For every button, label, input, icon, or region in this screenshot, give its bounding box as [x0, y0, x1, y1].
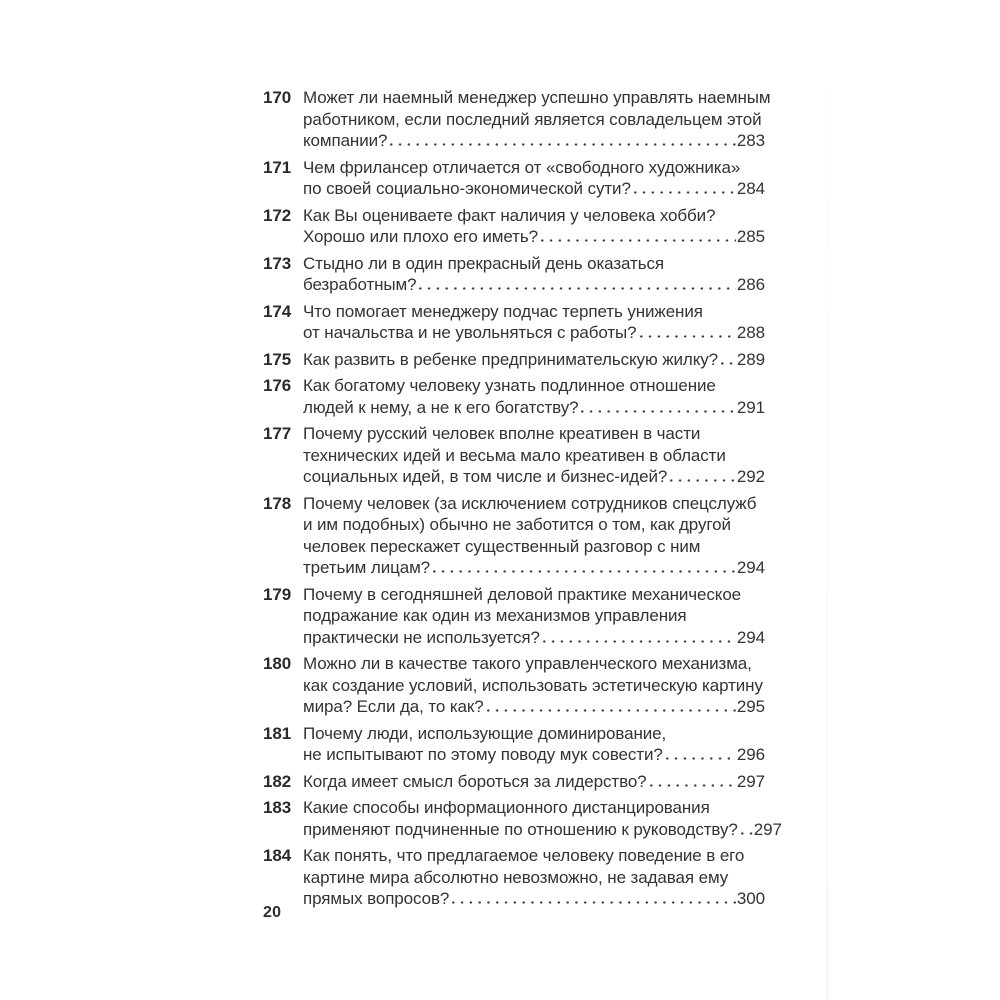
- toc-entry-line: Почему русский человек вполне креативен в части: [303, 424, 701, 443]
- toc-entry-line: Как развить в ребенке предпринимательскую жилку?: [303, 349, 718, 369]
- dot-leader: [390, 143, 736, 146]
- toc-entry-number: 184: [263, 846, 292, 865]
- dot-leader: [670, 479, 736, 482]
- toc-entry-line: работником, если последний является совладельцем этой: [303, 109, 762, 129]
- toc-entry-body: [303, 87, 771, 152]
- toc-entry-lastline: [303, 557, 765, 579]
- toc-entry: [263, 349, 765, 371]
- toc-page-ref: 288: [736, 323, 765, 342]
- toc-entry: [263, 653, 765, 718]
- toc-page-ref: 291: [736, 397, 765, 417]
- toc-entry-number: 173: [263, 253, 292, 273]
- toc-page-ref: 284: [736, 179, 765, 198]
- toc-entry-number: 183: [263, 798, 292, 817]
- toc-page-ref: 292: [736, 467, 765, 486]
- toc-entry-line: Почему человек (за исключением сотрудников спецслужб: [303, 493, 757, 513]
- toc-page-ref: 286: [736, 275, 765, 294]
- toc-entry-body: [303, 349, 765, 371]
- toc-entry: [263, 771, 765, 793]
- toc-entry-line: компании?: [303, 131, 388, 150]
- toc-page-ref: 297: [753, 819, 782, 839]
- toc-entry-line: Что помогает менеджеру подчас терпеть унижения: [303, 301, 703, 321]
- toc-entry-body: [303, 375, 765, 418]
- toc-entry-number: 172: [263, 205, 292, 225]
- toc-page-ref: 283: [736, 131, 765, 150]
- toc-page-ref: 297: [736, 771, 765, 791]
- toc-entry-lastline: [303, 744, 765, 766]
- toc-page-ref: 296: [736, 745, 765, 764]
- page-folio-number: 20: [263, 904, 282, 921]
- toc-entry-number: 180: [263, 654, 292, 673]
- toc-page-ref: 295: [736, 697, 765, 716]
- toc-entry-line: применяют подчиненные по отношению к руководству?: [303, 819, 738, 839]
- dot-leader: [650, 784, 736, 787]
- toc-entry-line: Почему люди, использующие доминирование,: [303, 723, 667, 743]
- dot-leader: [452, 901, 736, 904]
- toc-entry: [263, 423, 765, 488]
- toc-entry-line: Хорошо или плохо его иметь?: [303, 227, 538, 246]
- toc-entry-body: [303, 845, 765, 910]
- toc-entry-body: [303, 301, 765, 344]
- toc-entry-lastline: [303, 274, 765, 296]
- toc-entry-line: Как богатому человеку узнать подлинное отношение: [303, 376, 716, 395]
- toc-entry-number: 175: [263, 349, 292, 369]
- toc-entry: [263, 87, 771, 152]
- toc-entry-lastline: [303, 226, 765, 248]
- toc-entry-line: Чем фрилансер отличается от «свободного художника»: [303, 157, 741, 177]
- toc-entry-number: 178: [263, 493, 292, 513]
- toc-entry-lastline: [303, 322, 765, 344]
- toc-entry-body: [303, 493, 765, 579]
- toc-entry-line: картине мира абсолютно невозможно, не задавая ему: [303, 867, 729, 887]
- dot-leader: [581, 410, 735, 413]
- toc-entry-line: от начальства и не увольняться с работы?: [303, 323, 637, 342]
- dot-leader: [541, 239, 736, 242]
- toc-entry-lastline: [303, 178, 765, 200]
- toc-entry-line: Стыдно ли в один прекрасный день оказаться: [303, 253, 664, 273]
- toc-entry-lastline: [303, 771, 765, 793]
- toc-entry: [263, 797, 782, 840]
- toc-entry-line: и им подобных) обычно не заботится о том, как другой: [303, 515, 731, 534]
- toc-page-ref: 294: [736, 558, 765, 577]
- toc-entry: [263, 493, 765, 579]
- toc-entry-line: Можно ли в качестве такого управленческого механизма,: [303, 654, 752, 673]
- toc-entry: [263, 723, 765, 766]
- toc-entry-lastline: [303, 819, 782, 841]
- toc-entry: [263, 205, 765, 248]
- toc-entry-line: третьим лицам?: [303, 558, 431, 577]
- toc-entry: [263, 845, 765, 910]
- dot-leader: [741, 832, 753, 835]
- toc-entry-line: подражание как один из механизмов управления: [303, 606, 687, 625]
- dot-leader: [634, 191, 736, 194]
- toc-entry-number: 176: [263, 376, 292, 395]
- dot-leader: [419, 287, 735, 290]
- toc-entry-lastline: [303, 888, 765, 910]
- toc-entry-line: человек перескажет существенный разговор с ним: [303, 536, 701, 556]
- toc-entry-body: [303, 423, 765, 488]
- toc-entry-body: [303, 653, 765, 718]
- toc-entry-lastline: [303, 466, 765, 488]
- toc-entry-body: [303, 205, 765, 248]
- toc-entry: [263, 253, 765, 296]
- toc-entry-line: прямых вопросов?: [303, 889, 450, 908]
- toc-entry-line: Как понять, что предлагаемое человеку поведение в его: [303, 846, 745, 865]
- toc-entry-number: 171: [263, 157, 292, 177]
- toc-entry-line: Как Вы оцениваете факт наличия у человека хобби?: [303, 205, 716, 225]
- toc-entry-number: 182: [263, 771, 292, 791]
- dot-leader: [487, 709, 736, 712]
- toc-entry-number: 170: [263, 88, 292, 107]
- toc-entry-lastline: [303, 627, 765, 649]
- toc-entry-number: 177: [263, 424, 292, 443]
- toc-entry-number: 181: [263, 723, 292, 743]
- dot-leader: [543, 640, 736, 643]
- toc-entry-line: не испытывают по этому поводу мук совести?: [303, 745, 663, 764]
- toc-entry-line: Когда имеет смысл бороться за лидерство?: [303, 771, 647, 791]
- toc-entry-body: [303, 157, 765, 200]
- toc-entry: [263, 301, 765, 344]
- dot-leader: [433, 570, 736, 573]
- toc-entry-body: [303, 797, 782, 840]
- toc-entry-lastline: [303, 130, 765, 152]
- toc-entry-number: 179: [263, 584, 292, 604]
- dot-leader: [721, 362, 736, 365]
- toc-entry-lastline: [303, 349, 765, 371]
- toc-entry-body: [303, 771, 765, 793]
- toc-entry-line: технических идей и весьма мало креативен в области: [303, 445, 726, 465]
- toc-entry-line: людей к нему, а не к его богатству?: [303, 397, 579, 417]
- toc-entry-number: 174: [263, 301, 292, 321]
- toc-list: [263, 87, 782, 915]
- toc-entry-line: Может ли наемный менеджер успешно управлять наемным: [303, 88, 771, 107]
- toc-entry: [263, 584, 765, 649]
- dot-leader: [640, 335, 736, 338]
- toc-entry-line: Почему в сегодняшней деловой практике механическое: [303, 584, 742, 604]
- toc-entry-line: как создание условий, использовать эстетическую картину: [303, 675, 763, 695]
- toc-entry-line: социальных идей, в том числе и бизнес-идей?: [303, 467, 668, 486]
- toc-entry-body: [303, 723, 765, 766]
- dot-leader: [666, 757, 736, 760]
- toc-page-ref: 300: [736, 889, 765, 908]
- toc-entry-line: по своей социально-экономической сути?: [303, 179, 631, 198]
- toc-entry-lastline: [303, 397, 765, 419]
- toc-entry-line: Какие способы информационного дистанцирования: [303, 798, 710, 817]
- toc-entry-line: безработным?: [303, 275, 417, 294]
- toc-page-ref: 285: [736, 227, 765, 246]
- toc-entry-body: [303, 584, 765, 649]
- toc-entry: [263, 157, 765, 200]
- toc-page-ref: 289: [736, 349, 765, 369]
- toc-entry-line: мира? Если да, то как?: [303, 697, 484, 716]
- toc-entry-lastline: [303, 696, 765, 718]
- toc-page-ref: 294: [736, 627, 765, 647]
- scanned-page-edge: [827, 0, 828, 1000]
- toc-entry: [263, 375, 765, 418]
- toc-entry-body: [303, 253, 765, 296]
- toc-entry-line: практически не используется?: [303, 627, 540, 647]
